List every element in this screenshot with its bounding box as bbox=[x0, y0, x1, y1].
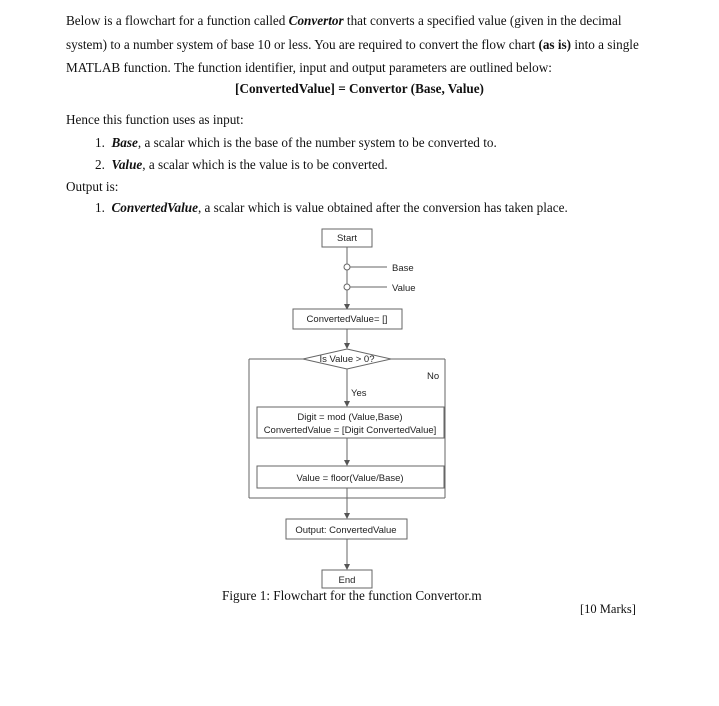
output-item-converted-value: 1. ConvertedValue, a scalar which is value obtained after the conversion has taken place. bbox=[95, 200, 568, 215]
input-item-value: 2. Value, a scalar which is the value is to be converted. bbox=[95, 157, 388, 172]
input-item-base: 1. Base, a scalar which is the base of the number system to be converted to. bbox=[95, 135, 497, 150]
step1-label-line1: Digit = mod (Value,Base) bbox=[297, 412, 403, 423]
no-label: No bbox=[427, 371, 440, 382]
intro-line-3: MATLAB function. The function identifier, input and output parameters are outlined below: bbox=[66, 60, 552, 75]
input-node-base bbox=[344, 264, 350, 270]
input-label-base: Base bbox=[392, 263, 414, 274]
function-signature: [ConvertedValue] = Convertor (Base, Value) bbox=[235, 81, 484, 96]
figure-caption: Figure 1: Flowchart for the function Convertor.m bbox=[222, 588, 482, 603]
output-label: Output: ConvertedValue bbox=[295, 525, 397, 536]
inputs-heading: Hence this function uses as input: bbox=[66, 112, 244, 127]
decision-label: Is Value > 0? bbox=[319, 354, 375, 365]
step2-label: Value = floor(Value/Base) bbox=[296, 473, 404, 484]
start-label: Start bbox=[336, 233, 358, 244]
outputs-heading: Output is: bbox=[66, 179, 119, 194]
step1-label-line2: ConvertedValue = [Digit ConvertedValue] bbox=[263, 425, 437, 436]
intro-line-1: Below is a flowchart for a function called Convertor that converts a specified value (given in the decimal bbox=[66, 13, 622, 28]
end-label: End bbox=[338, 575, 356, 586]
input-node-value bbox=[344, 284, 350, 290]
marks-label: [10 Marks] bbox=[580, 602, 636, 616]
yes-label: Yes bbox=[351, 388, 367, 399]
init-label: ConvertedValue= [] bbox=[306, 314, 388, 325]
input-label-value: Value bbox=[392, 283, 416, 294]
intro-line-2: system) to a number system of base 10 or less. You are required to convert the flow chart (as is) into a single bbox=[66, 36, 639, 52]
